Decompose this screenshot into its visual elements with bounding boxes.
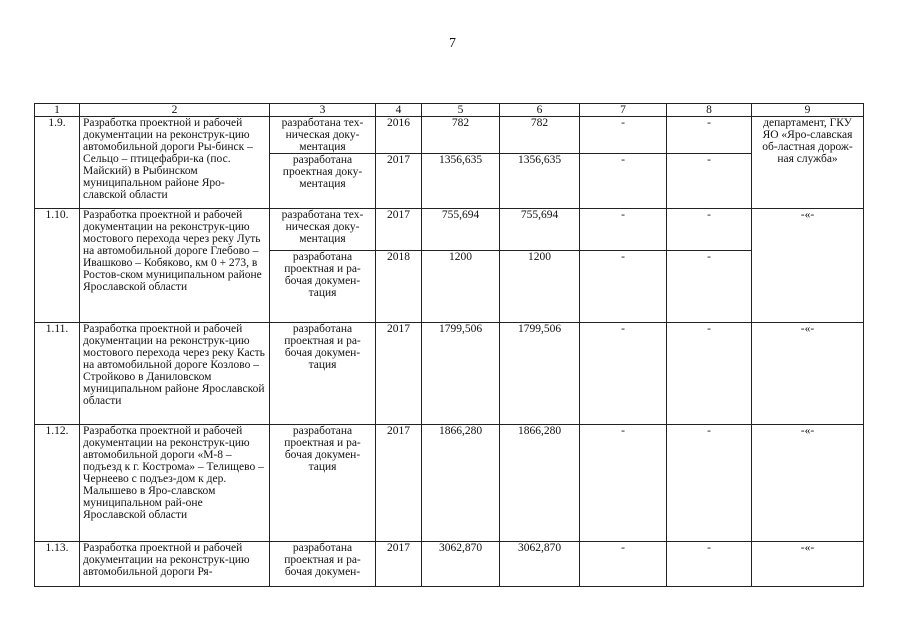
row-title: Разработка проектной и рабочей документации на реконструк-цию мостового перехода через реку Касть на автомобильной дороге Козлово – Стройково в Даниловском муниципальном районе Ярославской области	[80, 323, 270, 425]
row-title: Разработка проектной и рабочей документации на реконструк-цию автомобильной дороги Ря-	[80, 542, 270, 587]
table-row	[35, 425, 864, 542]
row-result: разработана тех-ническая доку-ментация	[270, 117, 376, 154]
col-header-7: 7	[580, 104, 667, 117]
row-title: Разработка проектной и рабочей документации на реконструк-цию автомобильной дороги Ры-бинск – Сельцо – птицефабри-ка (пос. Майский) в Рыбинском муниципальном районе Яро-славской области	[80, 117, 270, 209]
row-amount-col7: -	[580, 209, 667, 251]
row-amount-regional: 1866,280	[500, 425, 580, 542]
row-amount-col7: -	[580, 542, 667, 587]
row-amount-total: 1200	[422, 251, 500, 323]
row-year: 2017	[376, 209, 422, 251]
row-year: 2017	[376, 425, 422, 542]
table-row	[35, 117, 864, 154]
row-amount-regional: 755,694	[500, 209, 580, 251]
column-numbers-row	[35, 104, 864, 117]
row-amount-total: 1799,506	[422, 323, 500, 425]
col-header-3: 3	[270, 104, 376, 117]
row-responsible: -«-	[752, 323, 864, 425]
row-amount-col7: -	[580, 323, 667, 425]
col-header-1: 1	[35, 104, 80, 117]
row-responsible: -«-	[752, 425, 864, 542]
row-amount-col8: -	[667, 323, 752, 425]
col-header-2: 2	[80, 104, 270, 117]
row-amount-col8: -	[667, 425, 752, 542]
row-amount-regional: 1200	[500, 251, 580, 323]
row-number: 1.10.	[35, 209, 80, 323]
row-amount-total: 1866,280	[422, 425, 500, 542]
table-row	[35, 542, 864, 587]
plan-table	[34, 103, 864, 587]
row-amount-total: 782	[422, 117, 500, 154]
row-amount-col8: -	[667, 542, 752, 587]
row-amount-col8: -	[667, 251, 752, 323]
row-result: разработана проектная и ра-бочая докумен-тация	[270, 425, 376, 542]
row-amount-regional: 782	[500, 117, 580, 154]
page-number: 7	[449, 36, 456, 51]
row-number: 1.11.	[35, 323, 80, 425]
row-result: разработана проектная и ра-бочая докумен-тация	[270, 323, 376, 425]
row-amount-col7: -	[580, 117, 667, 154]
row-result: разработана проектная и ра-бочая докумен-	[270, 542, 376, 587]
row-amount-col8: -	[667, 154, 752, 209]
col-header-4: 4	[376, 104, 422, 117]
row-amount-regional: 1799,506	[500, 323, 580, 425]
col-header-6: 6	[500, 104, 580, 117]
row-year: 2016	[376, 117, 422, 154]
row-amount-col7: -	[580, 251, 667, 323]
col-header-8: 8	[667, 104, 752, 117]
row-responsible: -«-	[752, 542, 864, 587]
row-title: Разработка проектной и рабочей документации на реконструк-цию мостового перехода через реку Луть на автомобильной дороге Глебово – Ивашково – Кобяково, км 0 + 273, в Ростов-ском муниципальном районе Ярославской области	[80, 209, 270, 323]
row-year: 2017	[376, 542, 422, 587]
row-amount-total: 3062,870	[422, 542, 500, 587]
row-number: 1.12.	[35, 425, 80, 542]
col-header-5: 5	[422, 104, 500, 117]
row-responsible: департамент, ГКУ ЯО «Яро-славская об-ластная дорож-ная служба»	[752, 117, 864, 209]
table-row	[35, 209, 864, 251]
row-number: 1.13.	[35, 542, 80, 587]
row-number: 1.9.	[35, 117, 80, 209]
row-year: 2018	[376, 251, 422, 323]
col-header-9: 9	[752, 104, 864, 117]
row-year: 2017	[376, 323, 422, 425]
row-amount-total: 1356,635	[422, 154, 500, 209]
table-row	[35, 323, 864, 425]
row-amount-col8: -	[667, 209, 752, 251]
row-amount-total: 755,694	[422, 209, 500, 251]
row-amount-col8: -	[667, 117, 752, 154]
row-amount-col7: -	[580, 154, 667, 209]
row-result: разработана проектная и ра-бочая докумен-тация	[270, 251, 376, 323]
row-responsible: -«-	[752, 209, 864, 323]
row-amount-regional: 3062,870	[500, 542, 580, 587]
row-amount-col7: -	[580, 425, 667, 542]
row-result: разработана тех-ническая доку-ментация	[270, 209, 376, 251]
row-result: разработана проектная доку-ментация	[270, 154, 376, 209]
row-amount-regional: 1356,635	[500, 154, 580, 209]
row-year: 2017	[376, 154, 422, 209]
row-title: Разработка проектной и рабочей документации на реконструк-цию автомобильной дороги «М-8 – подъезд к г. Кострома» – Телищево – Чернеево с подъез-дом к дер. Малышево в Яро-славском муниципальном рай-оне Ярославской области	[80, 425, 270, 542]
